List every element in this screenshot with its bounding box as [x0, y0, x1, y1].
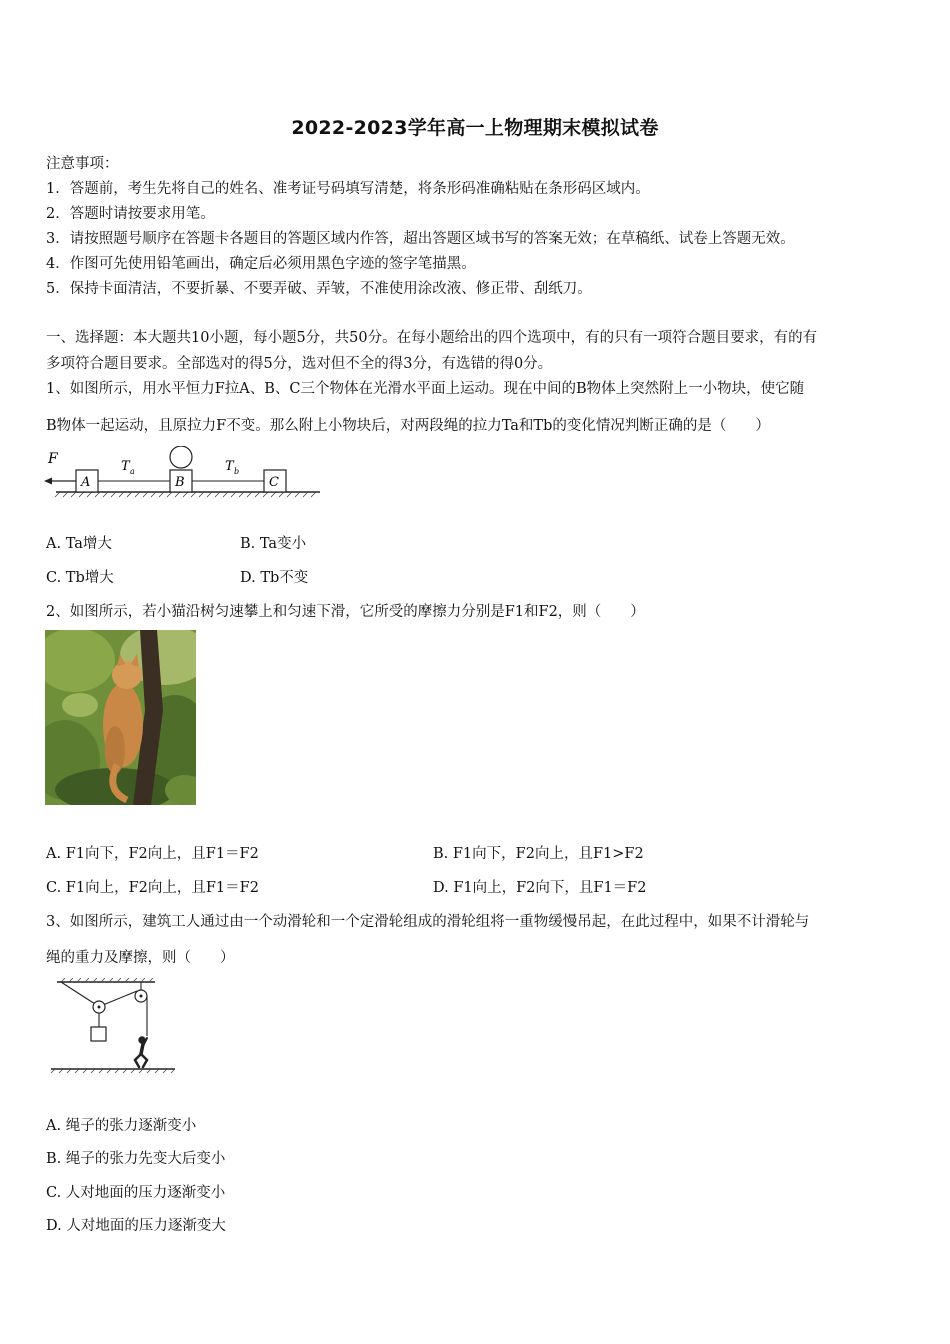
label-Ta-sub: a	[130, 467, 135, 476]
weight-box	[91, 1027, 106, 1041]
q2-stem: 2、如图所示，若小猫沿树匀速攀上和匀速下滑，它所受的摩擦力分别是F1和F2，则（ ）	[46, 604, 645, 620]
q2-option-d: D. F1向上，F2向下，且F1＝F2	[433, 880, 647, 896]
notice-item-2: 2．答题时请按要求用笔。	[46, 206, 215, 222]
small-object	[170, 446, 192, 468]
q1-option-b: B. Ta变小	[240, 536, 307, 552]
section-header-line2: 多项符合题目要求。全部选对的得5分，选对但不全的得3分，有选错的得0分。	[46, 356, 553, 372]
notice-item-3: 3．请按照题号顺序在答题卡各题目的答题区域内作答，超出答题区域书写的答案无效；在草稿纸、试卷上答题无效。	[46, 231, 795, 247]
page-title: 2022-2023学年高一上物理期末模拟试卷	[291, 117, 659, 139]
notice-heading: 注意事项：	[46, 156, 119, 172]
label-Ta: T	[121, 459, 130, 474]
q2-option-b: B. F1向下，F2向上，且F1>F2	[433, 846, 644, 862]
q3-pulley-figure	[45, 978, 180, 1075]
q3-stem-line1: 3、如图所示，建筑工人通过由一个动滑轮和一个定滑轮组成的滑轮组将一重物缓慢吊起，在此过程中，如果不计滑轮与	[46, 914, 810, 930]
q1-figure-blocks	[42, 446, 324, 502]
notice-item-1: 1．答题前，考生先将自己的姓名、准考证号码填写清楚，将条形码准确粘贴在条形码区域内。	[46, 181, 650, 197]
q1-stem-line1: 1、如图所示，用水平恒力F拉A、B、C三个物体在光滑水平面上运动。现在中间的B物体上突然附上一小物块，使它随	[46, 381, 805, 397]
label-F: F	[48, 451, 58, 467]
label-C: C	[269, 475, 279, 490]
label-A: A	[81, 475, 91, 490]
q3-option-d: D. 人对地面的压力逐渐变大	[46, 1218, 226, 1234]
q2-option-a: A. F1向下，F2向上，且F1＝F2	[46, 846, 259, 862]
q3-option-b: B. 绳子的张力先变大后变小	[46, 1151, 226, 1167]
q2-option-c: C. F1向上，F2向上，且F1＝F2	[46, 880, 259, 896]
label-Tb-sub: b	[234, 467, 240, 476]
q1-option-d: D. Tb不变	[240, 570, 309, 586]
section-header-line1: 一、选择题：本大题共10小题，每小题5分，共50分。在每小题给出的四个选项中，有的只有一项符合题目要求，有的有	[46, 330, 818, 346]
label-Tb: T	[225, 459, 234, 474]
q3-option-c: C. 人对地面的压力逐渐变小	[46, 1185, 226, 1201]
notice-item-5: 5．保持卡面清洁，不要折暴、不要弄破、弄皱，不准使用涂改液、修正带、刮纸刀。	[46, 281, 592, 297]
notice-item-4: 4．作图可先使用铅笔画出，确定后必须用黑色字迹的签字笔描黑。	[46, 256, 476, 272]
q1-stem-line2: B物体一起运动，且原拉力F不变。那么附上小物块后，对两段绳的拉力Ta和Tb的变化情况判断正确的是（ ）	[46, 418, 770, 434]
q3-option-a: A. 绳子的张力逐渐变小	[46, 1118, 197, 1134]
q1-option-a: A. Ta增大	[46, 536, 112, 552]
q3-stem-line2: 绳的重力及摩擦，则（ ）	[46, 950, 235, 966]
q2-cat-photo	[45, 630, 196, 805]
label-B: B	[175, 475, 185, 490]
worker-figure	[135, 1037, 147, 1067]
q1-option-c: C. Tb增大	[46, 570, 114, 586]
